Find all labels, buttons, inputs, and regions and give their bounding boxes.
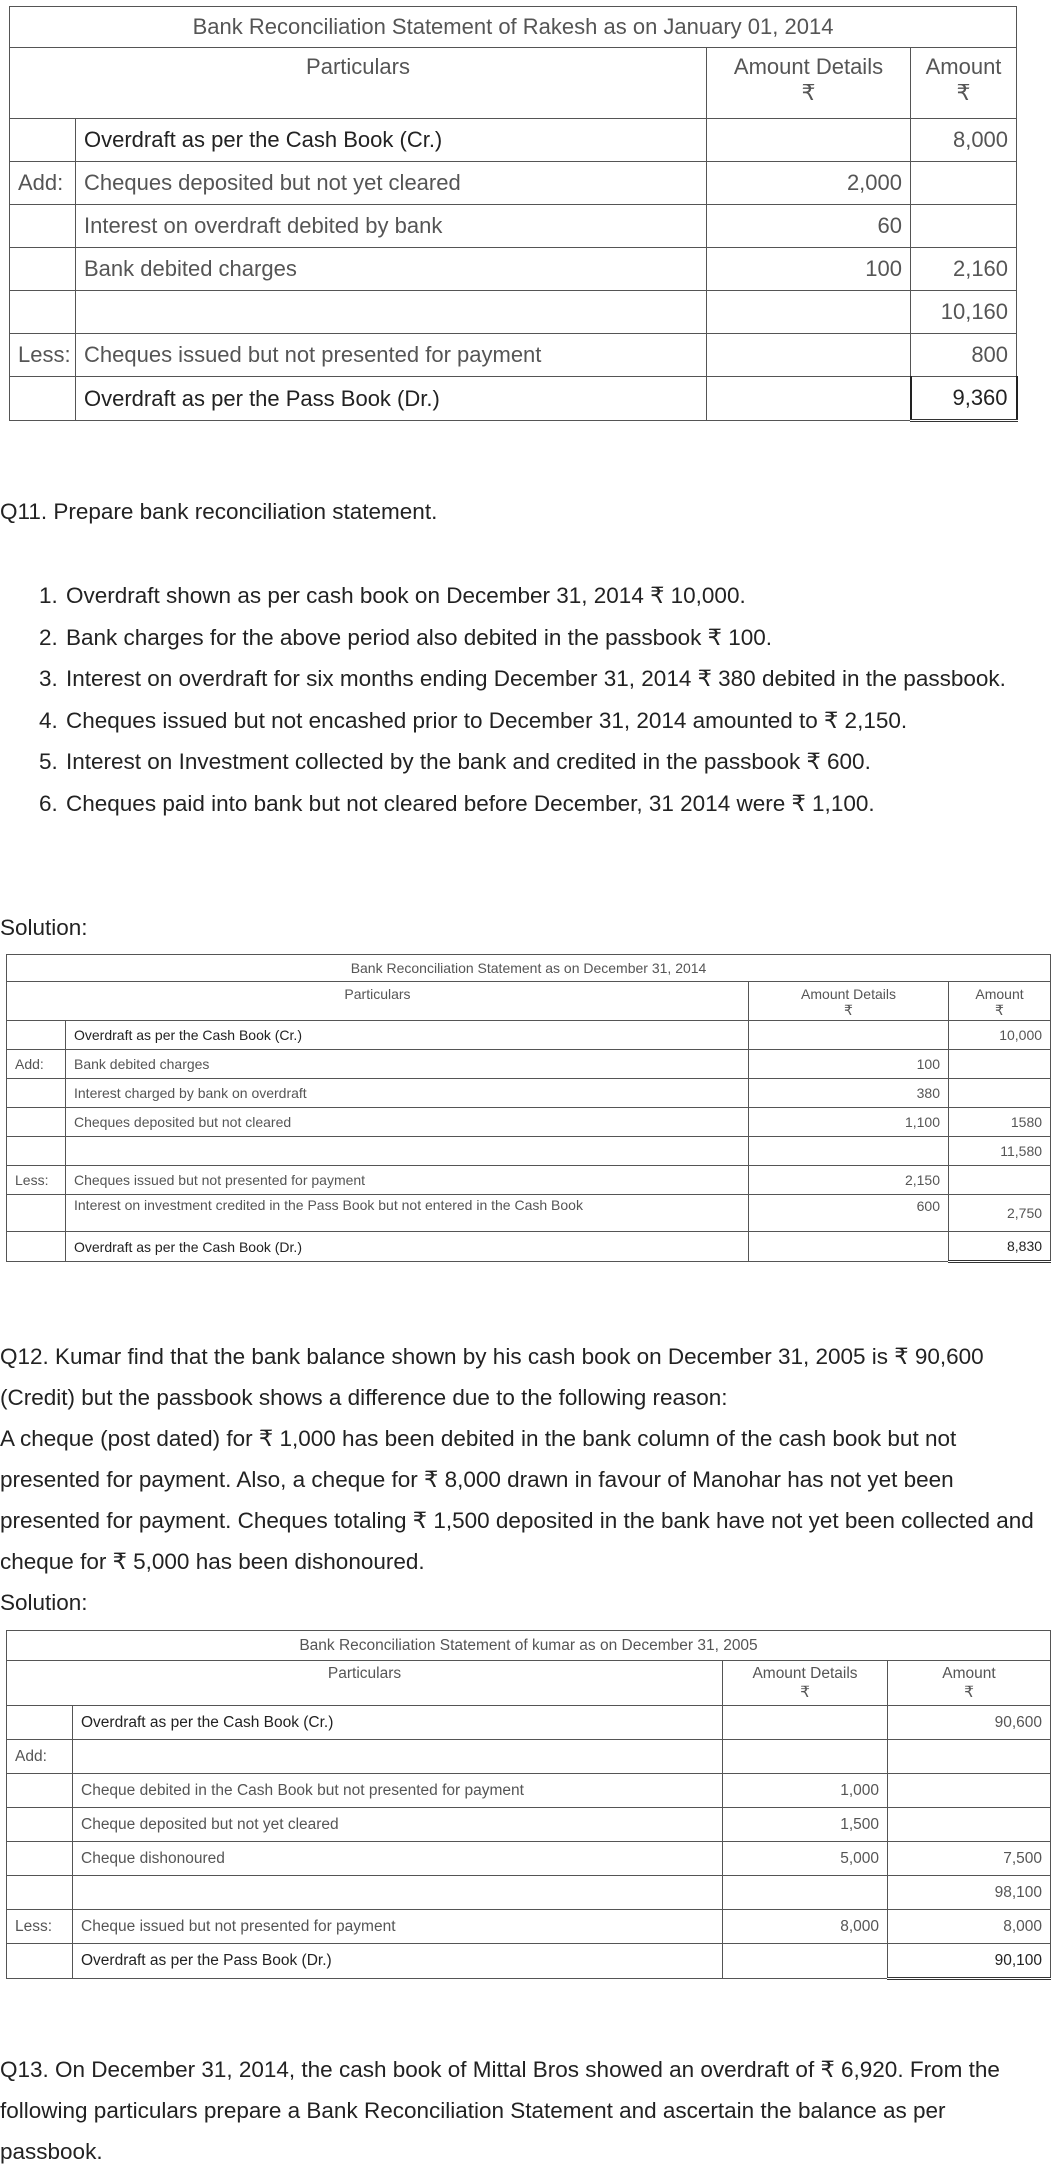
list-item: 4. Cheques issued but not encashed prior to December 31, 2014 amounted to ₹ 2,150. [64, 700, 1050, 742]
table-row: Interest charged by bank on overdraft 380 [7, 1079, 1051, 1108]
table-row: Cheque debited in the Cash Book but not presented for payment 1,000 [7, 1774, 1051, 1808]
table-row: 10,160 [10, 291, 1017, 334]
table-row-total: Overdraft as per the Pass Book (Dr.) 90,100 [7, 1944, 1051, 1979]
q11-question: Q11. Prepare bank reconciliation statement. [0, 499, 438, 524]
list-item: 2. Bank charges for the above period also debited in the passbook ₹ 100. [64, 617, 1050, 659]
header-particulars: Particulars [7, 1661, 723, 1706]
table-row: Cheque deposited but not yet cleared 1,500 [7, 1808, 1051, 1842]
table-row: Less: Cheques issued but not presented for payment 2,150 [7, 1166, 1051, 1195]
table-row: 11,580 [7, 1137, 1051, 1166]
table-row: Bank debited charges 100 2,160 [10, 248, 1017, 291]
header-amount-details: Amount Details ₹ [723, 1661, 888, 1706]
list-item: 6. Cheques paid into bank but not cleared before December, 31 2014 were ₹ 1,100. [64, 783, 1050, 825]
table-row: 98,100 [7, 1876, 1051, 1910]
header-amount-details: Amount Details ₹ [749, 982, 949, 1021]
table-row: Less: Cheques issued but not presented for payment 800 [10, 334, 1017, 377]
table-row-total: Overdraft as per the Pass Book (Dr.) 9,360 [10, 377, 1017, 421]
header-amount: Amount ₹ [911, 48, 1017, 119]
table-row: Add: Cheques deposited but not yet cleared 2,000 [10, 162, 1017, 205]
table-row: Cheques deposited but not cleared 1,100 1580 [7, 1108, 1051, 1137]
table-title: Bank Reconciliation Statement of kumar as on December 31, 2005 [7, 1631, 1051, 1661]
table-row: Cheque dishonoured 5,000 7,500 [7, 1842, 1051, 1876]
table-title: Bank Reconciliation Statement as on December 31, 2014 [7, 955, 1051, 982]
table-row: Less: Cheque issued but not presented for payment 8,000 8,000 [7, 1910, 1051, 1944]
table-row: Overdraft as per the Cash Book (Cr.) 90,600 [7, 1706, 1051, 1740]
table-row: Add: [7, 1740, 1051, 1774]
list-item: 3. Interest on overdraft for six months ending December 31, 2014 ₹ 380 debited in the passbook. [64, 658, 1050, 700]
header-particulars: Particulars [10, 48, 707, 119]
table-row: Interest on overdraft debited by bank 60 [10, 205, 1017, 248]
table-row: Overdraft as per the Cash Book (Cr.) 10,000 [7, 1021, 1051, 1050]
q13-question: Q13. On December 31, 2014, the cash book of Mittal Bros showed an overdraft of ₹ 6,920. From the following particulars prepare a Bank Reconciliation Statement and ascertain the balance as per passbook. [0, 2057, 1000, 2164]
header-amount: Amount ₹ [949, 982, 1051, 1021]
header-amount-details: Amount Details ₹ [707, 48, 911, 119]
table-row: Interest on investment credited in the Pass Book but not entered in the Cash Book 600 2,750 [7, 1195, 1051, 1232]
q11-list [0, 575, 1050, 824]
q11-solution-label: Solution: [0, 915, 88, 940]
q12-question: Q12. Kumar find that the bank balance shown by his cash book on December 31, 2005 is ₹ 90,600 (Credit) but the passbook shows a difference due to the following reason: [0, 1344, 984, 1410]
list-item: 5. Interest on Investment collected by the bank and credited in the passbook ₹ 600. [64, 741, 1050, 783]
table-title: Bank Reconciliation Statement of Rakesh as on January 01, 2014 [10, 7, 1017, 48]
list-item: 1. Overdraft shown as per cash book on December 31, 2014 ₹ 10,000. [64, 575, 1050, 617]
q12-body: A cheque (post dated) for ₹ 1,000 has been debited in the bank column of the cash book but not presented for payment. Also, a cheque for ₹ 8,000 drawn in favour of Manohar has not yet been presented for payment. Cheques totaling ₹ 1,500 deposited in the bank have not yet been collected and cheque for ₹ 5,000 has been dishonoured. [0, 1426, 1034, 1574]
header-amount: Amount ₹ [888, 1661, 1051, 1706]
table-dec2014-reconciliation [6, 954, 1051, 1263]
header-particulars: Particulars [7, 982, 749, 1021]
table-kumar-reconciliation [6, 1630, 1051, 1980]
q12-solution-label: Solution: [0, 1590, 88, 1615]
table-rakesh-reconciliation [9, 6, 1018, 422]
table-row: Overdraft as per the Cash Book (Cr.) 8,000 [10, 119, 1017, 162]
table-row-total: Overdraft as per the Cash Book (Dr.) 8,830 [7, 1232, 1051, 1262]
table-row: Add: Bank debited charges 100 [7, 1050, 1051, 1079]
